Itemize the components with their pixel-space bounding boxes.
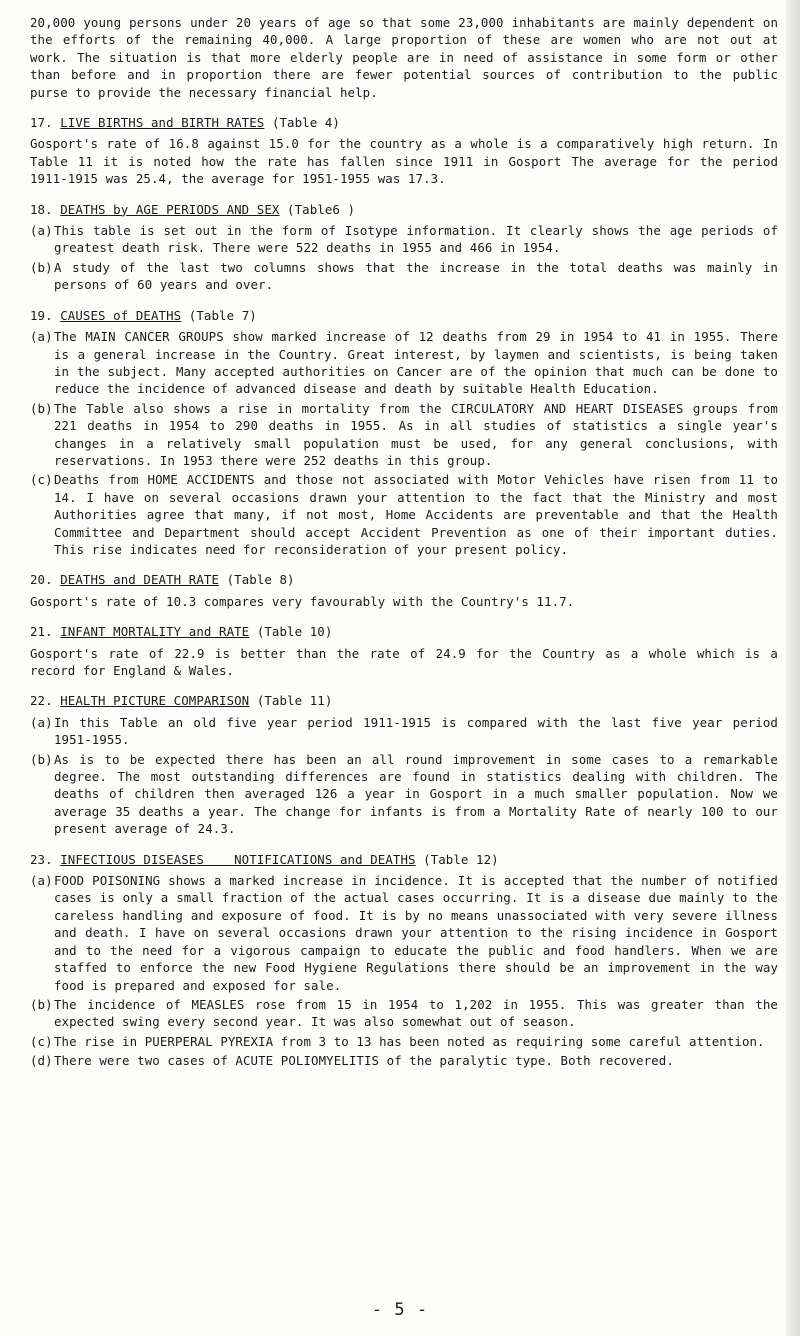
list-item (30, 471, 778, 558)
section-number: 23. (30, 851, 53, 867)
section-number: 17. (30, 115, 53, 131)
section-body: Gosport's rate of 10.3 compares very favourably with the Country's 11.7. (30, 593, 575, 609)
section-title: INFANT MORTALITY and RATE (60, 624, 250, 640)
intro-paragraph: 20,000 young persons under 20 years of age so that some 23,000 inhabitants are mainly dependent on the efforts of the remaining 40,000. A large proportion of these are women who are not out at work. The situation is that more elderly people are in need of assistance in some form or other than before and in proportion there are fewer potential sources of contribution to the public purse to provide the necessary financial help. (30, 15, 778, 100)
section-number: 22. (30, 693, 53, 709)
list-item (30, 222, 778, 257)
list-item-label: (d) (30, 1053, 53, 1069)
list-item-label: (a) (30, 329, 53, 345)
list-item-text: As is to be expected there has been an all round improvement in some cases to a remarkable degree. The most outstanding differences are found in statistics dealing with children. The deaths of children then averaged 126 a year in Gosport in a much smaller population. Now we average 35 deaths a year. The change for infants is from a Mortality Rate of nearly 100 to our present average of 24.3. (54, 751, 778, 837)
list-item-label: (a) (30, 714, 53, 730)
section-23 (30, 851, 778, 1070)
section-heading (30, 851, 778, 868)
page-number: - 5 - (371, 1300, 429, 1320)
section-20 (30, 571, 778, 610)
list-item-text: In this Table an old five year period 1911-1915 is compared with the last five year period 1951-1955. (54, 714, 778, 748)
list-item-text: There were two cases of ACUTE POLIOMYELITIS of the paralytic type. Both recovered. (54, 1053, 674, 1069)
list-item-text: The MAIN CANCER GROUPS show marked increase of 12 deaths from 29 in 1954 to 41 in 1955. There is a general increase in the Country. Great interest, by laymen and scientists, is being taken in the subject. Many accepted authorities on Cancer are of the opinion that much can be done to reduce the incidence of advanced disease and death by suitable Health Education. (54, 329, 778, 397)
list-item-label: (c) (30, 472, 53, 488)
section-title: DEATHS by AGE PERIODS AND SEX (60, 201, 280, 217)
section-22 (30, 692, 778, 837)
section-body: Gosport's rate of 16.8 against 15.0 for the country as a whole is a comparatively high return. In Table 11 it is noted how the rate has fallen since 1911 in Gosport The average for the period 1911-1915 was 25.4, the average for 1951-1955 was 17.3. (30, 136, 778, 187)
list-item-label: (b) (30, 996, 53, 1012)
section-table-ref: (Table 10) (256, 624, 333, 640)
section-table-ref: (Table 8) (226, 572, 295, 588)
list-item (30, 714, 778, 749)
section-heading (30, 692, 778, 709)
sections-container (30, 114, 778, 1070)
section-title: INFECTIOUS DISEASES NOTIFICATIONS and DEATHS (60, 851, 416, 867)
section-title: DEATHS and DEATH RATE (60, 572, 220, 588)
section-table-ref: (Table6 ) (287, 201, 356, 217)
list-item-text: The rise in PUERPERAL PYREXIA from 3 to 13 has been noted as requiring some careful attention. (54, 1033, 765, 1049)
section-heading (30, 201, 778, 218)
section-number: 20. (30, 572, 53, 588)
section-table-ref: (Table 4) (271, 115, 340, 131)
list-item-label: (b) (30, 259, 53, 275)
list-item-text: FOOD POISONING shows a marked increase in incidence. It is accepted that the number of notified cases is only a small fraction of the actual cases occurring. It is a disease due mainly to the careless handling and exposure of food. It is by no means unassociated with very severe illness and death. I have on several occasions drawn your attention to the rising incidence in Gosport and to the need for a vigorous campaign to educate the public and food handlers. When we are staffed to enforce the new Food Hygiene Regulations there should be an improvement in the way food is prepared and exposed for sale. (54, 873, 778, 993)
list-item-label: (a) (30, 873, 53, 889)
document-body (30, 14, 778, 1083)
list-item (30, 1033, 778, 1050)
list-item (30, 328, 778, 398)
section-table-ref: (Table 12) (423, 851, 499, 867)
list-item-label: (b) (30, 400, 53, 416)
list-item-label: (a) (30, 223, 53, 239)
list-item-text: Deaths from HOME ACCIDENTS and those not associated with Motor Vehicles have risen from 11 to 14. I have on several occasions drawn your attention to the fact that the Ministry and most Authorities agree that many, if not most, Home Accidents are preventable and that the Health Committee and Department should accept Accident Prevention as one of their important duties. This rise indicates need for reconsideration of your present policy. (54, 472, 778, 557)
list-item (30, 751, 778, 838)
list-item-label: (c) (30, 1033, 53, 1049)
list-item-text: This table is set out in the form of Isotype information. It clearly shows the age periods of greatest death risk. There were 522 deaths in 1955 and 466 in 1954. (54, 223, 778, 256)
list-item-text: The Table also shows a rise in mortality from the CIRCULATORY AND HEART DISEASES groups from 221 deaths in 1954 to 290 deaths in 1955. As in all studies of statistics a single year's changes in a relatively small population must be used, for any general conclusions, with reservations. In 1953 there were 252 deaths in this group. (54, 400, 778, 468)
list-item-text: A study of the last two columns shows that the increase in the total deaths was mainly in persons of 60 years and over. (54, 259, 778, 293)
section-18 (30, 201, 778, 294)
list-item (30, 400, 778, 470)
section-table-ref: (Table 11) (256, 693, 333, 709)
page-edge-shadow (786, 0, 800, 1336)
section-heading (30, 571, 778, 588)
section-table-ref: (Table 7) (188, 307, 257, 323)
section-19 (30, 307, 778, 559)
list-item (30, 1052, 778, 1069)
section-title: LIVE BIRTHS and BIRTH RATES (60, 115, 265, 131)
list-item-label: (b) (30, 751, 53, 767)
section-heading (30, 623, 778, 640)
section-number: 19. (30, 307, 53, 323)
section-title: HEALTH PICTURE COMPARISON (60, 693, 250, 709)
list-item (30, 996, 778, 1031)
list-item-text: The incidence of MEASLES rose from 15 in 1954 to 1,202 in 1955. This was greater than the expected swing every second year. It was also somewhat out of season. (54, 996, 778, 1030)
list-item (30, 259, 778, 294)
section-21 (30, 623, 778, 679)
section-body: Gosport's rate of 22.9 is better than the rate of 24.9 for the Country as a whole which is a record for England & Wales. (30, 645, 778, 678)
section-number: 21. (30, 624, 53, 640)
section-number: 18. (30, 201, 53, 217)
section-heading (30, 114, 778, 131)
section-17 (30, 114, 778, 188)
section-heading (30, 307, 778, 324)
section-title: CAUSES of DEATHS (60, 307, 182, 323)
list-item (30, 872, 778, 994)
